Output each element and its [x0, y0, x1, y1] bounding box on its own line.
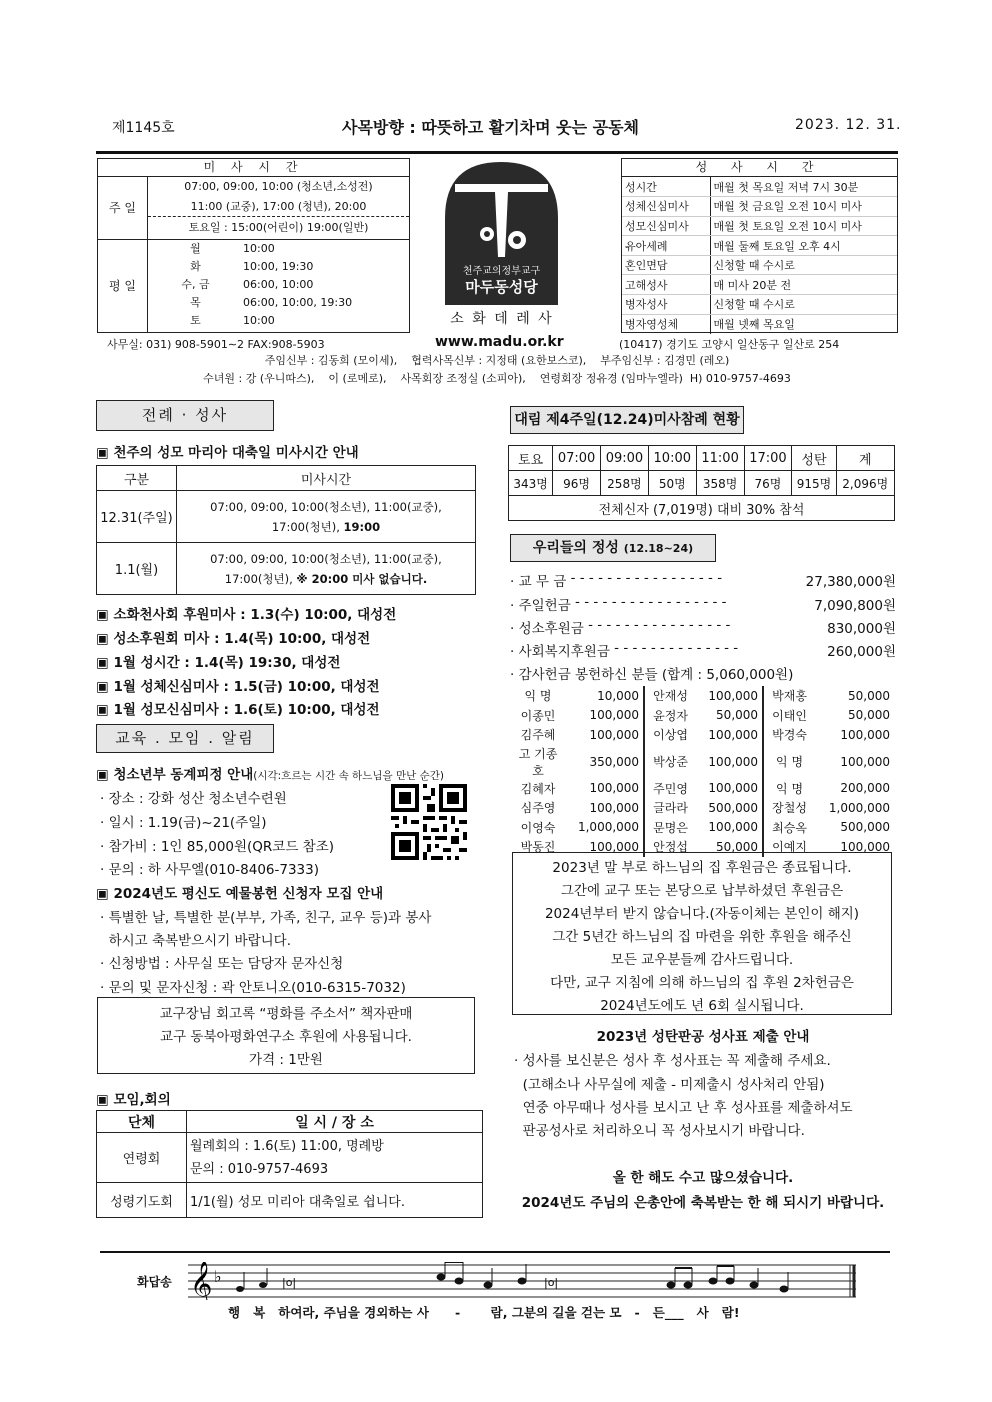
weekday-time: 06:00, 10:00: [243, 278, 314, 291]
feast-heading: ▣ 천주의 성모 마리아 대축일 미사시간 안내: [96, 445, 359, 461]
weekday-time: 06:00, 10:00, 19:30: [243, 296, 353, 309]
feast-time-line: 17:00(청년),: [271, 519, 344, 534]
feast-time-line: 17:00(청년),: [224, 571, 297, 586]
donor-amount: 100,000: [840, 754, 890, 769]
sacrament-times-box: [621, 158, 898, 333]
donor-name: 이종민: [520, 708, 556, 723]
church-logo: [445, 162, 558, 305]
donor-name: 고 기종호: [518, 746, 558, 778]
donor-name: 최승옥: [772, 820, 807, 835]
office-contact: 사무실: 031) 908-5901∼2 FAX:908-5903: [107, 338, 325, 351]
col-time: 미사시간: [177, 466, 476, 491]
donor-amount: 100,000: [696, 686, 763, 706]
donor-amount: 500,000: [840, 820, 890, 835]
weekday-day: 수, 금: [181, 278, 210, 291]
attendance-value: 258명: [601, 471, 649, 496]
website-link[interactable]: www.madu.or.kr: [435, 334, 564, 350]
book-sale-line: 교구 동북아평화연구소 후원에 사용됩니다.: [160, 1029, 412, 1045]
donor-amount: 100,000: [564, 798, 644, 818]
donor-row: [512, 725, 894, 745]
education-section-title: 교육 . 모임 . 알림: [96, 724, 274, 753]
weekday-time: 10:00, 19:30: [243, 260, 314, 273]
offering-recruit-line: · 문의 및 문자신청 : 곽 안토니오(010-6315-7032): [100, 980, 406, 996]
youth-retreat-line: · 장소 : 강화 성산 청소년수련원: [100, 791, 287, 807]
psalm-label: 화답송: [137, 1275, 172, 1289]
donor-name: 이예지: [772, 840, 807, 855]
donor-name: 이영숙: [520, 820, 556, 835]
confession-line: 연중 아무때나 성사를 보시고 난 후 성사표를 제출하셔도: [514, 1100, 853, 1116]
donor-name: 익 명: [776, 755, 804, 769]
sacrament-time: 매월 넷째 목요일: [713, 318, 795, 332]
psalm-lyrics: 행 복 하여라, 주님을 경외하는 사 - 람, 그분의 길을 걷는 모 - 든___ 사 람!: [228, 1305, 740, 1320]
donor-table: [512, 686, 894, 857]
house-of-god-notice: [512, 852, 892, 1015]
meetings-heading: ▣ 모임,회의: [96, 1092, 171, 1108]
feast-time-line: 07:00, 09:00, 10:00(청소년), 11:00(교중),: [210, 551, 442, 566]
donor-amount: 100,000: [696, 779, 763, 799]
attendance-value: 50명: [648, 471, 696, 496]
attendance-value: 76명: [744, 471, 792, 496]
youth-retreat-line: · 일시 : 1.19(금)~21(주일): [100, 815, 267, 831]
feast-date: 12.31(주일): [97, 491, 177, 543]
sacrament-times-title: 성 사 시 간: [622, 159, 897, 177]
confession-line: · 성사를 보신분은 성사 후 성사표는 꼭 제출해 주세요.: [514, 1053, 831, 1069]
donor-amount: 100,000: [696, 745, 763, 779]
donor-amount: 100,000: [564, 779, 644, 799]
attendance-header: 07:00: [553, 446, 601, 471]
donor-name: 김주혜: [520, 728, 556, 743]
feast-date: 1.1(월): [97, 543, 177, 595]
offering-line: [510, 594, 896, 614]
donor-row: [512, 818, 894, 838]
logo-diocese: 천주교의정부교구: [462, 266, 541, 277]
sacrament-name: 병자성사: [622, 295, 710, 315]
offering-label: · 사회복지후원금: [510, 644, 610, 660]
meeting-group: 성령기도회: [97, 1183, 187, 1218]
feast-mass-table: [96, 465, 476, 595]
weekday-day: 토: [190, 314, 201, 327]
donor-amount: 50,000: [696, 706, 763, 726]
offering-line: [510, 640, 896, 660]
pastoral-motto: 사목방향 : 따뜻하고 활기차며 웃는 공동체: [342, 118, 640, 137]
meeting-info: 1/1(월) 성모 미리아 대축일로 쉽니다.: [187, 1183, 483, 1218]
donor-row: [512, 745, 894, 779]
liturgy-section-title: 전례 · 성사: [96, 400, 274, 431]
attendance-header: 토요: [509, 446, 553, 471]
sacrament-name: 혼인면담: [622, 255, 710, 275]
offering-line: [510, 617, 896, 637]
church-address: (10417) 경기도 고양시 일산동구 일산로 254: [619, 338, 840, 351]
donor-name: 주민영: [653, 781, 688, 796]
offering-recruit-line: · 특별한 날, 특별한 분(부부, 가족, 친구, 교우 등)과 봉사: [100, 910, 432, 926]
weekday-time: 10:00: [243, 242, 275, 255]
offering-amount: 7,090,800원: [814, 598, 896, 614]
book-sale-line: 가격 : 1만원: [249, 1052, 323, 1068]
weekday-day: 월: [190, 242, 201, 255]
sunday-label: 주 일: [98, 177, 148, 239]
donor-name: 김혜자: [520, 781, 556, 796]
attendance-header: 11:00: [696, 446, 744, 471]
patron-saint: 소 화 데 레 사: [450, 311, 554, 327]
offering-dashes: - - - - - - - - - - - - - - - - -: [570, 594, 731, 610]
youth-retreat-title: ▣ 청소년부 동계피정 안내: [96, 767, 254, 783]
offering-recruit-heading: ▣ 2024년도 평신도 예물봉헌 신청자 모집 안내: [96, 886, 384, 902]
donor-name: 안정섭: [653, 840, 688, 855]
header-rule: [96, 151, 898, 154]
saturday-times: 토요일 : 15:00(어린이) 19:00(일반): [188, 221, 369, 234]
donor-name: 문명은: [653, 820, 688, 835]
feast-time-line: 07:00, 09:00, 10:00(청소년), 11:00(교중),: [210, 499, 442, 514]
book-sale-box: [97, 997, 475, 1074]
attendance-summary: 전체신자 (7,019명) 대비 30% 참석: [509, 496, 895, 521]
donor-amount: 1,000,000: [564, 818, 644, 838]
confession-line: 판공성사로 처리하오니 꼭 성사보시기 바랍니다.: [514, 1123, 805, 1139]
qr-code-icon[interactable]: [391, 784, 467, 860]
meeting-group: 연령회: [97, 1133, 187, 1183]
notice-line: 2024년부터 받지 않습니다.(자동이체는 본인이 해지): [544, 906, 860, 922]
sacrament-time: 매월 첫 금요일 오전 10시 미사: [710, 197, 897, 217]
offering-dashes: - - - - - - - - - - - - - - - -: [583, 617, 735, 633]
attendance-value: 915명: [792, 471, 836, 496]
greeting-line: 올 한 해도 수고 많으셨습니다.: [612, 1170, 794, 1186]
donor-name: 이태인: [772, 708, 807, 723]
confession-heading: 2023년 성탄판공 성사표 제출 안내: [596, 1029, 810, 1045]
feast-time-highlight: ※ 20:00 미사 없습니다.: [296, 571, 428, 586]
sacrament-name: 병자영성체: [622, 314, 710, 334]
meeting-info: 월례회의 : 1.6(토) 11:00, 명례방: [190, 1138, 384, 1154]
donor-amount: 100,000: [696, 725, 763, 745]
donor-amount: 100,000: [840, 727, 890, 742]
donor-amount: 100,000: [840, 839, 890, 854]
notice-line: 그간 5년간 하느님의 집 마련을 위한 후원을 해주신: [552, 929, 852, 945]
attendance-header: 09:00: [601, 446, 649, 471]
sacrament-name: 유아세례: [622, 236, 710, 256]
logo-parish: 마두동성당: [465, 278, 538, 296]
attendance-value: 96명: [553, 471, 601, 496]
donor-name: 박상준: [653, 755, 688, 769]
donor-amount: 1,000,000: [828, 800, 890, 815]
attendance-header: 17:00: [744, 446, 792, 471]
greeting-line: 2024년도 주님의 은총안에 축복받는 한 해 되시기 바랍니다.: [521, 1195, 885, 1211]
col-info: 일 시 / 장 소: [187, 1111, 483, 1133]
attendance-table: [508, 445, 895, 521]
offerings-title: 우리들의 정성: [532, 540, 619, 556]
book-sale-line: 교구장님 회고록 “평화를 주소서” 책자판매: [159, 1006, 413, 1022]
mass-times-box: [97, 158, 410, 333]
offering-recruit-line: · 신청방법 : 사무실 또는 담당자 문자신청: [100, 956, 344, 972]
notice-line: 2024년도에도 년 6회 실시됩니다.: [600, 998, 804, 1014]
donor-amount: 200,000: [840, 781, 890, 796]
col-label: 구분: [97, 466, 177, 491]
youth-retreat-theme: (시각:흐르는 시간 속 하느님을 만난 순간): [253, 770, 444, 782]
donor-amount: 100,000: [564, 706, 644, 726]
offerings-period: (12.18~24): [623, 542, 694, 555]
donor-name: 이상엽: [653, 728, 688, 743]
donor-name: 심주영: [520, 801, 556, 816]
donor-row: [512, 779, 894, 799]
attendance-title: 대림 제4주일(12.24)미사참례 현황: [510, 406, 744, 434]
notice-line: 모든 교우분들께 감사드립니다.: [610, 952, 794, 968]
donor-amount: 100,000: [564, 725, 644, 745]
donor-name: 박재홍: [772, 689, 807, 704]
donor-name: 안재성: [653, 689, 688, 704]
confession-line: (고해소나 사무실에 제출 - 미제출시 성사처리 안됨): [514, 1077, 825, 1093]
youth-retreat-heading: [96, 763, 444, 783]
thanks-offering-heading: · 감사헌금 봉헌하신 분들 (합계 : 5,060,000원): [510, 667, 794, 683]
clergy-line: 주임신부 : 김동희 (모이세), 협력사목신부 : 지정태 (요한보스코), 부주임신부 : 김경민 (레오): [264, 354, 730, 367]
sunday-times-1: 07:00, 09:00, 10:00 (청소년,소성전): [184, 180, 373, 193]
feast-time-highlight: 19:00: [343, 519, 381, 534]
attendance-header: 10:00: [648, 446, 696, 471]
sacrament-name: 성체신심미사: [622, 197, 710, 217]
donor-amount: 50,000: [848, 708, 890, 723]
donor-row: [512, 706, 894, 726]
offering-amount: 260,000원: [827, 644, 896, 660]
col-group: 단체: [97, 1111, 187, 1133]
offering-line: [510, 570, 896, 590]
donor-amount: 10,000: [564, 686, 644, 706]
donor-name: 익 명: [776, 781, 804, 796]
offering-dashes: - - - - - - - - - - - - - -: [609, 640, 743, 656]
music-staff: [188, 1262, 856, 1300]
youth-retreat-line: · 참가비 : 1인 85,000원(QR코드 참조): [100, 839, 335, 855]
donor-name: 박경숙: [772, 728, 807, 743]
staff-line: 수녀원 : 강 (우니따스), 이 (로메로), 사목회장 조정실 (소피아), 연령회장 정유경 (임마누엘라) H) 010-9757-4693: [203, 372, 791, 385]
weekday-label: 평 일: [98, 240, 148, 332]
sacrament-name: 성시간: [622, 177, 710, 197]
svg-text:𝄞: 𝄞: [190, 1262, 213, 1300]
offering-amount: 830,000원: [827, 621, 896, 637]
offering-recruit-line: 하시고 축복받으시기 바랍니다.: [100, 933, 291, 949]
offerings-title-box: [510, 534, 716, 562]
donor-amount: 350,000: [564, 745, 644, 779]
donor-row: [512, 686, 894, 706]
meetings-table: [96, 1110, 483, 1218]
donor-name: 윤정자: [653, 708, 688, 723]
donor-amount: 50,000: [848, 688, 890, 703]
liturgy-item: ▣ 1월 성모신심미사 : 1.6(토) 10:00, 대성전: [96, 702, 380, 718]
sacrament-name: 고해성사: [622, 275, 710, 295]
donor-name: 박동진: [520, 840, 556, 855]
mass-times-title: 미 사 시 간: [98, 159, 409, 177]
sacrament-time: 매 미사 20분 전: [710, 275, 897, 295]
sacrament-time: 신청할 때 수시로: [710, 295, 897, 315]
liturgy-item: ▣ 소화천사회 후원미사 : 1.3(수) 10:00, 대성전: [96, 607, 397, 623]
donor-amount: 100,000: [696, 818, 763, 838]
weekday-day: 목: [190, 296, 201, 309]
offering-dashes: - - - - - - - - - - - - - - - - -: [566, 570, 727, 586]
donor-amount: 500,000: [696, 798, 763, 818]
meeting-info: 문의 : 010-9757-4693: [190, 1161, 329, 1177]
weekday-time: 10:00: [243, 314, 275, 327]
attendance-value: 343명: [509, 471, 553, 496]
offering-label: · 교 무 금: [510, 574, 567, 590]
donor-amount: 50,000: [696, 837, 763, 857]
sacrament-time: 매월 첫 토요일 오전 10시 미사: [710, 216, 897, 236]
svg-text:|o|: |o|: [282, 1276, 297, 1289]
weekday-day: 화: [190, 260, 201, 273]
donor-row: [512, 798, 894, 818]
music-staff-icon: [188, 1262, 856, 1300]
notice-line: 그간에 교구 또는 본당으로 납부하셨던 후원금은: [560, 883, 844, 899]
offering-amount: 27,380,000원: [805, 574, 896, 590]
donor-name: 글라라: [653, 801, 688, 816]
sacrament-time: 매월 첫 목요일 저녁 7시 30분: [710, 177, 897, 197]
offering-label: · 성소후원금: [510, 621, 584, 637]
donor-name: 장철성: [772, 801, 807, 816]
issue-number: 제1145호: [112, 120, 175, 136]
attendance-header: 성탄: [792, 446, 836, 471]
sunday-times-2: 11:00 (교중), 17:00 (청년), 20:00: [148, 197, 409, 217]
attendance-value: 2,096명: [836, 471, 894, 496]
svg-text:|o|: |o|: [544, 1276, 559, 1289]
donor-amount: 100,000: [564, 837, 644, 857]
psalm-rule: [100, 1251, 890, 1253]
offering-label: · 주일헌금: [510, 598, 571, 614]
liturgy-item: ▣ 성소후원회 미사 : 1.4(목) 10:00, 대성전: [96, 631, 371, 647]
sacrament-time: 신청할 때 수시로: [710, 255, 897, 275]
donor-name: 익 명: [524, 689, 552, 704]
attendance-value: 358명: [696, 471, 744, 496]
svg-text:♭: ♭: [214, 1267, 222, 1286]
issue-date: 2023. 12. 31.: [795, 117, 902, 133]
attendance-header: 계: [836, 446, 894, 471]
notice-line: 다만, 교구 지침에 의해 하느님의 집 후원 2차헌금은: [550, 975, 854, 991]
liturgy-item: ▣ 1월 성시간 : 1.4(목) 19:30, 대성전: [96, 655, 341, 671]
liturgy-item: ▣ 1월 성체신심미사 : 1.5(금) 10:00, 대성전: [96, 679, 380, 695]
sacrament-time: 매월 둘째 토요일 오후 4시: [710, 236, 897, 256]
sacrament-name: 성모신심미사: [622, 216, 710, 236]
youth-retreat-line: · 문의 : 하 사무엘(010-8406-7333): [100, 862, 320, 878]
notice-line: 2023년 말 부로 하느님의 집 후원금은 종료됩니다.: [552, 860, 852, 876]
